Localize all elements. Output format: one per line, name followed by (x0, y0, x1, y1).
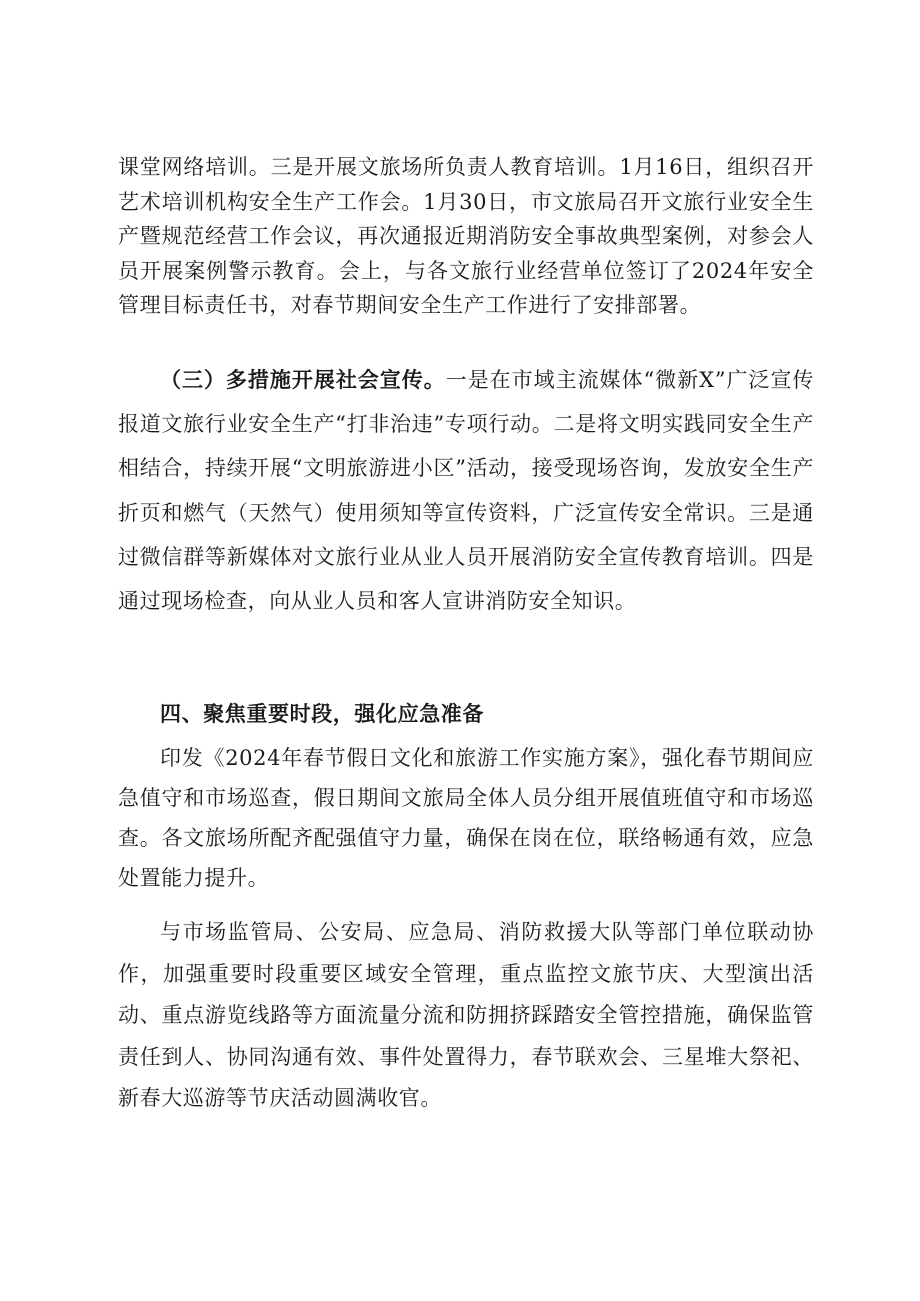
section3-body-text: 一是在市域主流媒体“微新X”广泛宣传报道文旅行业安全生产“打非治违”专项行动。二是将文明实践同安全生产相结合，持续开展“文明旅游进小区”活动，接受现场咨询，发放安全生产折页和燃气（天然气）使用须知等宣传资料，广泛宣传安全常识。三是通过微信群等新媒体对文旅行业从业人员开展消防安全宣传教育培训。四是通过现场检查，向从业人员和客人宣讲消防安全知识。 (118, 368, 814, 614)
paragraph-interdepartment-cooperation: 与市场监管局、公安局、应急局、消防救援大队等部门单位联动协作，加强重要时段重要区域安全管理，重点监控文旅节庆、大型演出活动、重点游览线路等方面流量分流和防拥挤踩踏安全管控措施，确保监管责任到人、协同沟通有效、事件处置得力，春节联欢会、三星堆大祭祀、新春大巡游等节庆活动圆满收官。 (118, 920, 814, 1110)
paragraph-holiday-plan: 印发《2024年春节假日文化和旅游工作实施方案》，强化春节期间应急值守和市场巡查，假日期间文旅局全体人员分组开展值班值守和市场巡查。各文旅场所配齐配强值守力量，确保在岗在位，联络畅通有效，应急处置能力提升。 (118, 746, 814, 890)
paragraph-training-continuation: 课堂网络培训。三是开展文旅场所负责人教育培训。1月16日，组织召开艺术培训机构安全生产工作会。1月30日，市文旅局召开文旅行业安全生产暨规范经营工作会议，再次通报近期消防安全事故典型案例，对参会人员开展案例警示教育。会上，与各文旅行业经营单位签订了2024年安全管理目标责任书，对春节期间安全生产工作进行了安排部署。 (118, 155, 814, 318)
paragraph-section3-publicity (118, 358, 814, 623)
section3-lead-heading: （三）多措施开展社会宣传。 (160, 368, 446, 392)
section4-heading: 四、聚焦重要时段，强化应急准备 (160, 702, 484, 726)
